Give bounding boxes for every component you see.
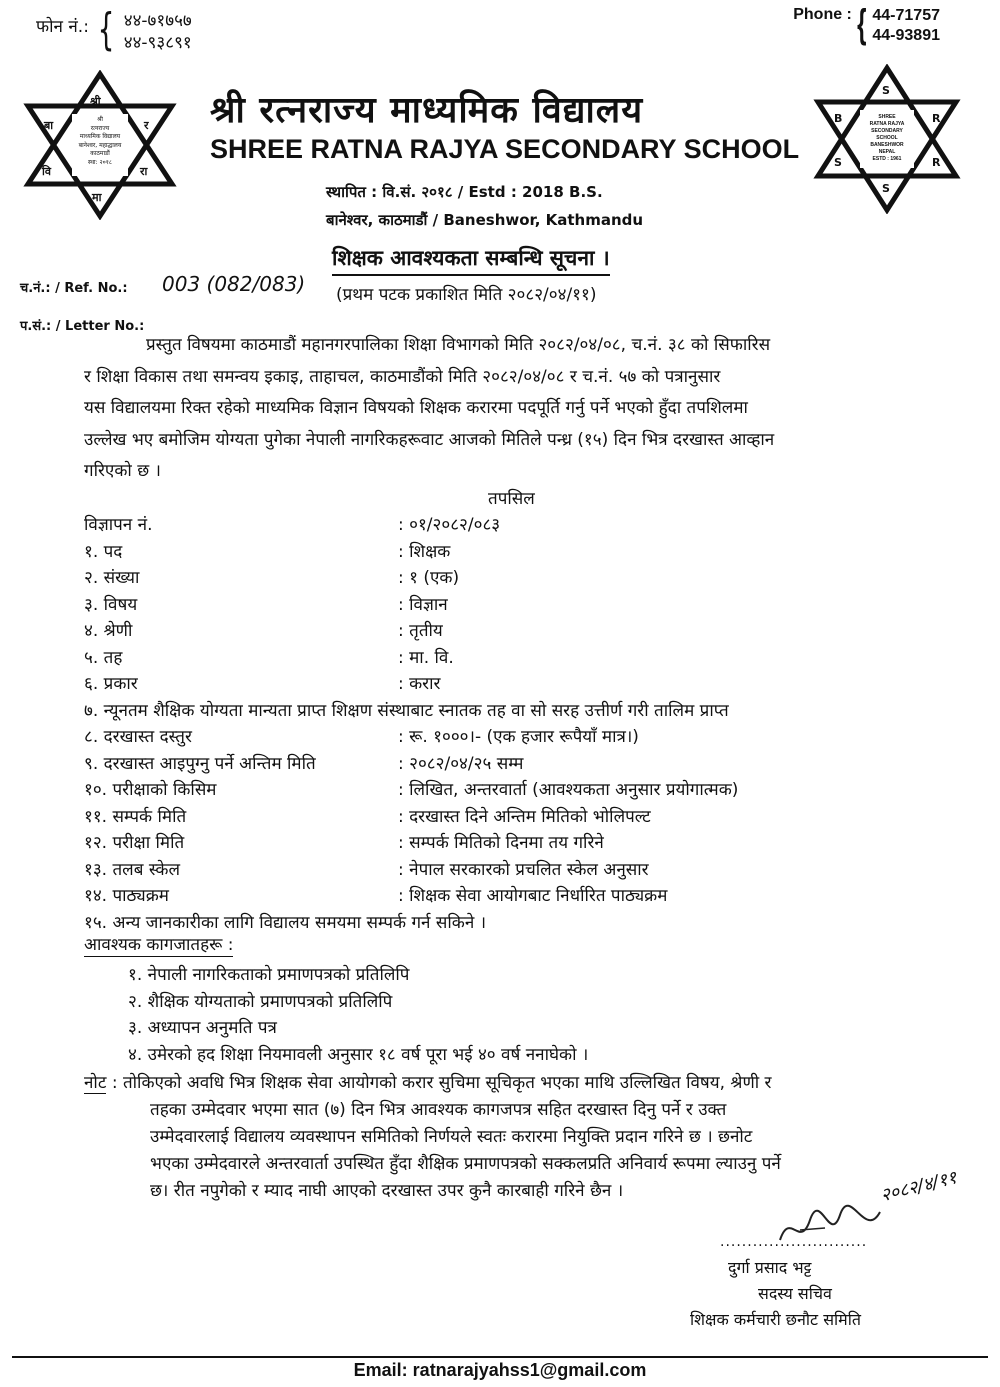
detail-row	[84, 724, 964, 751]
detail-row	[84, 539, 964, 566]
detail-value: : मा. वि.	[398, 647, 454, 668]
paragraph-line: र शिक्षा विकास तथा समन्वय इकाइ, ताहाचल, काठमाडौंको मिति २०८२/०४/०८ र च.नं. ५७ को पत्रानुसार	[84, 366, 721, 387]
doc-item: २. शैक्षिक योग्यताको प्रमाणपत्रको प्रतिलिपि	[128, 991, 393, 1012]
school-logo-np	[20, 70, 180, 220]
paragraph-line: गरिएको छ ।	[84, 461, 161, 481]
detail-key: विज्ञापन नं.	[84, 515, 153, 535]
detail-row	[84, 565, 964, 592]
detail-full: ७. न्यूनतम शैक्षिक योग्यता मान्यता प्राप्त शिक्षण संस्थाबाट स्नातक तह वा सो सरह उत्तीर्ण गरी तालिम प्राप्त	[84, 700, 729, 721]
phone-block-en	[793, 4, 940, 46]
detail-key: ११. सम्पर्क मिति	[84, 806, 187, 827]
footer-divider	[12, 1356, 988, 1358]
intro-paragraph	[84, 330, 964, 488]
note-line: छ। रीत नपुगेको र म्याद नाघी आएको दरखास्त उपर कुनै कारबाही गरिने छैन ।	[150, 1181, 624, 1201]
school-name-np: श्री रत्नराज्य माध्यमिक विद्यालय	[210, 90, 644, 131]
phone-number-en-1: 44-71757	[872, 7, 940, 24]
school-logo-en	[812, 64, 962, 214]
note-section	[84, 1070, 964, 1205]
tapsil-heading: तपसिल	[488, 489, 535, 509]
detail-value: : सम्पर्क मितिको दिनमा तय गरिने	[398, 833, 604, 853]
signatory-role: सदस्य सचिव	[758, 1284, 832, 1303]
detail-key: ३. विषय	[84, 594, 138, 615]
detail-key: १०. परीक्षाको किसिम	[84, 780, 217, 800]
logo-np-bottom-right: रा	[140, 165, 148, 178]
detail-row	[84, 830, 964, 857]
phone-block-np	[36, 4, 192, 55]
logo-en-center: SHREE RATNA RAJYA SECONDARY SCHOOL BANESHWOR NEPAL ESTD : 1961	[869, 114, 905, 162]
detail-row	[84, 618, 964, 645]
paragraph-line: यस विद्यालयमा रिक्त रहेको माध्यमिक विज्ञान विषयको शिक्षक करारमा पदपूर्ति गर्नु पर्ने भएको हुँदा तपशिलमा	[84, 398, 748, 418]
detail-row	[84, 751, 964, 778]
handwritten-signature	[770, 1190, 980, 1264]
signatory-committee: शिक्षक कर्मचारी छनौट समिति	[690, 1310, 861, 1329]
address-line: बानेश्वर, काठमाडौं / Baneshwor, Kathmandu	[326, 211, 644, 229]
note-line: तहका उम्मेदवार भएमा सात (७) दिन भित्र आवश्यक कागजपत्र सहित दरखास्त दिनु पर्ने र उक्त	[150, 1100, 727, 1120]
detail-value: : रू. १०००।- (एक हजार रूपैयाँ मात्र।)	[398, 727, 639, 747]
phone-label-np: फोन नं.:	[36, 17, 89, 37]
detail-key: ४. श्रेणी	[84, 621, 133, 641]
logo-np-top: श्री	[90, 95, 101, 108]
logo-np-bottom-left: वि	[42, 165, 51, 178]
ref-value: 003 (082/083)	[162, 272, 306, 296]
detail-value: : दरखास्त दिने अन्तिम मितिको भोलिपल्ट	[398, 806, 651, 827]
detail-key: ९. दरखास्त आइपुग्नु पर्ने अन्तिम मिति	[84, 753, 316, 774]
paragraph-line: प्रस्तुत विषयमा काठमाडौं महानगरपालिका शिक्षा विभागको मिति २०८२/०४/०८, च.नं. ३८ को सिफारिस	[146, 335, 771, 355]
footer-email: Email: ratnarajyahss1@gmail.com	[353, 1360, 647, 1380]
detail-value: : १ (एक)	[398, 568, 460, 588]
detail-value: : शिक्षक	[398, 541, 451, 562]
detail-row	[84, 698, 964, 725]
school-name-en: SHREE RATNA RAJYA SECONDARY SCHOOL	[210, 134, 800, 164]
phone-number-np-2: ४४-९३८९१	[123, 33, 192, 53]
logo-np-left: बा	[44, 119, 54, 132]
doc-item: १. नेपाली नागरिकताको प्रमाणपत्रको प्रतिलिपि	[128, 965, 410, 985]
detail-value: : ०१/२०८२/०८३	[398, 515, 501, 535]
detail-key: ५. तह	[84, 647, 123, 668]
detail-key: १४. पाठ्यक्रम	[84, 886, 169, 906]
logo-en-bottom-right: R	[932, 156, 941, 169]
detail-key: २. संख्या	[84, 568, 140, 588]
paragraph-line: उल्लेख भए बमोजिम योग्यता पुगेका नेपाली नागरिकहरूवाट आजको मितिले पन्ध्र (१५) दिन भित्र दरखास्त आव्हान	[84, 429, 775, 450]
signatory-name: दुर्गा प्रसाद भट्ट	[728, 1258, 812, 1277]
phone-label-en: Phone :	[793, 6, 852, 23]
doc-item: ३. अध्यापन अनुमति पत्र	[128, 1018, 277, 1038]
details-list	[84, 512, 964, 936]
detail-value: : विज्ञान	[398, 594, 448, 615]
detail-key: १. पद	[84, 541, 123, 562]
note-first-line: : तोकिएको अवधि भित्र शिक्षक सेवा आयोगको करार सुचिमा सूचिकृत भएका माथि उल्लिखित विषय, श्रेणी र	[111, 1073, 772, 1093]
detail-row	[84, 512, 964, 539]
docs-heading: आवश्यक कागजातहरू :	[84, 935, 234, 955]
handwritten-date: २०८२/४/११	[878, 1167, 959, 1207]
detail-key: ८. दरखास्त दस्तुर	[84, 727, 192, 747]
phone-number-en-2: 44-93891	[872, 27, 940, 44]
logo-en-left: B	[834, 112, 843, 125]
logo-en-bottom: S	[882, 182, 890, 195]
detail-value: : तृतीय	[398, 621, 443, 641]
letter-no-label: प.सं.: / Letter No.:	[20, 319, 145, 334]
detail-value: : नेपाल सरकारको प्रचलित स्केल अनुसार	[398, 859, 649, 880]
logo-en-bottom-left: S	[834, 156, 842, 169]
detail-row	[84, 910, 964, 937]
doc-item: ४. उमेरको हद शिक्षा नियमावली अनुसार १८ वर्ष पूरा भई ४० वर्ष ननाघेको ।	[128, 1044, 589, 1065]
logo-en-top: S	[882, 84, 890, 97]
detail-row	[84, 777, 964, 804]
brace-icon: {	[97, 4, 115, 55]
detail-value: : २०८२/०४/२५ सम्म	[398, 753, 524, 774]
detail-row	[84, 592, 964, 619]
logo-np-bottom: मा	[92, 191, 102, 204]
detail-value: : लिखित, अन्तरवार्ता (आवश्यकता अनुसार प्रयोगात्मक)	[398, 780, 739, 800]
logo-np-right: र	[144, 119, 149, 132]
detail-full: १५. अन्य जानकारीका लागि विद्यालय समयमा सम्पर्क गर्न सकिने ।	[84, 912, 487, 933]
note-line: उम्मेदवारलाई विद्यालय व्यवस्थापन समितिको निर्णयले स्वतः करारमा नियुक्ति प्रदान गरिने छ । छनोट	[150, 1127, 753, 1147]
detail-row	[84, 645, 964, 672]
detail-row	[84, 883, 964, 910]
note-label: नोट	[84, 1073, 107, 1093]
detail-row	[84, 804, 964, 831]
phone-number-np-1: ४४-७१७५७	[123, 11, 192, 31]
note-line: भएका उम्मेदवारले अन्तरवार्ता उपस्थित हुँदा शैक्षिक प्रमाणपत्रको सक्कलप्रति अनिवार्य रूपमा ल्याउनु पर्ने	[150, 1154, 781, 1174]
detail-row	[84, 857, 964, 884]
detail-row	[84, 671, 964, 698]
established-line: स्थापित : वि.सं. २०१८ / Estd : 2018 B.S.	[326, 183, 603, 201]
signature-dots: ...........................	[720, 1234, 868, 1250]
detail-key: १२. परीक्षा मिति	[84, 833, 185, 853]
brace-icon: {	[857, 2, 867, 46]
logo-np-center: श्री रत्नराज्य माध्यमिक विद्यालय बानेश्वर, महाद्धालय काठमाडौं स्था: २०१८	[78, 116, 122, 166]
detail-key: १३. तलब स्केल	[84, 859, 181, 880]
publish-note: (प्रथम पटक प्रकाशित मिति २०८२/०४/११)	[336, 285, 597, 305]
ref-label: च.नं.: / Ref. No.:	[20, 281, 128, 296]
detail-key: ६. प्रकार	[84, 674, 138, 694]
logo-en-right: R	[932, 112, 941, 125]
detail-value: : करार	[398, 674, 441, 694]
notice-title: शिक्षक आवश्यकता सम्बन्धि सूचना ।	[332, 244, 610, 276]
detail-value: : शिक्षक सेवा आयोगबाट निर्धारित पाठ्यक्रम	[398, 886, 668, 906]
docs-list	[128, 962, 588, 1068]
